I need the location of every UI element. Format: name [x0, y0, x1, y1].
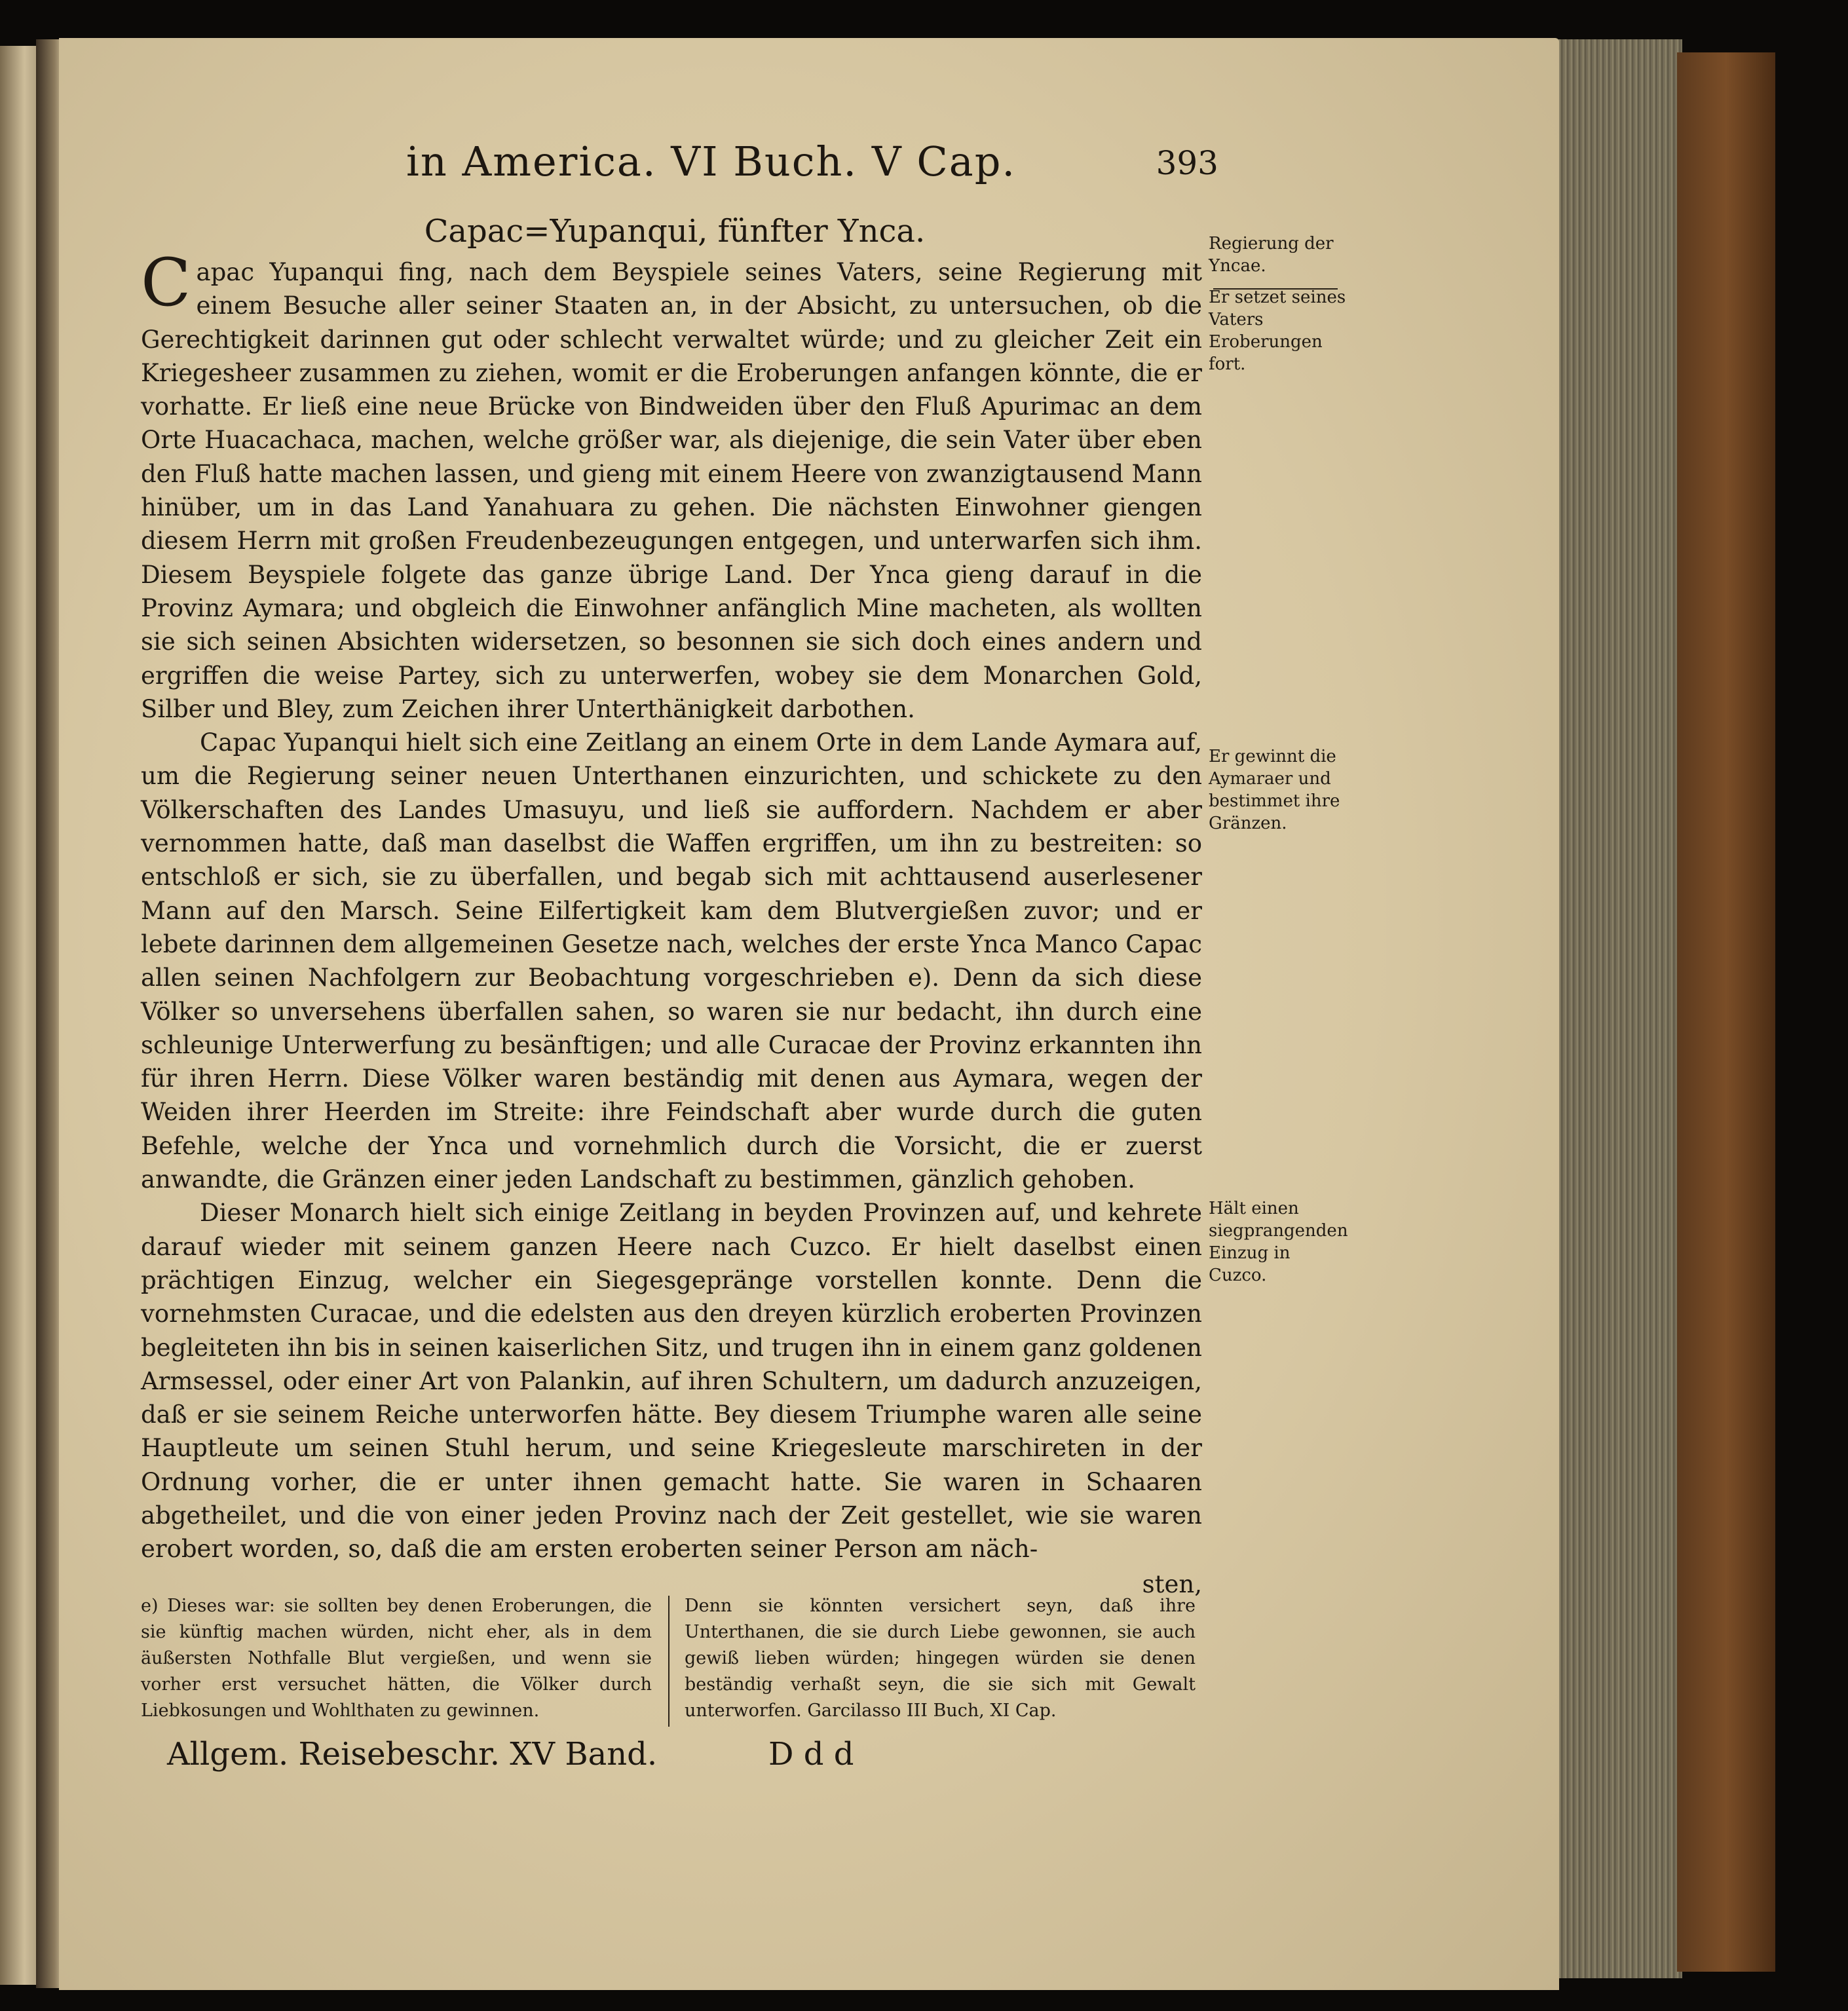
paragraph-1-text: apac Yupanqui fing, nach dem Beyspiele seines Vaters, seine Regierung mit einem Besuche aller seiner Staaten an, in der Absicht, zu untersuchen, ob die Gerechtigkeit darinnen gut oder schlecht verwaltet würde; und zu gleicher Zeit ein Kriegesheer zusammen zu ziehen, womit er die Eroberungen anfangen könnte, die er vorhatte. Er ließ eine neue Brücke von Bindweiden über den Fluß Apurimac an dem Orte Huacachaca, machen, welche größer war, als diejenige, die sein Vater über eben den Fluß hatte machen lassen, und gieng mit einem Heere von zwanzigtausend Mann hinüber, um in das Land Yanahuara zu gehen. Die nächsten Einwohner giengen diesem Herrn mit großen Freudenbezeugungen entgegen, und unterwarfen sich ihm. Diesem Beyspiele folgete das ganze übrige Land. Der Ynca gieng darauf in die Provinz Aymara; und obgleich die Einwohner anfänglich Mine macheten, als wollten sie sich seinen Absichten widersetzen, so besonnen sie sich doch eines andern und ergriffen die weise Partey, sich zu unterwerfen, wobey sie dem Monarchen Gold, Silber und Bley, zum Zeichen ihrer Unterthänigkeit darbothen.: [141, 258, 1202, 723]
margin-note-1-title: Regierung der Yncae.: [1209, 234, 1334, 276]
page-number: 393: [1156, 144, 1218, 182]
previous-page-edge: [0, 46, 41, 1985]
book-cover-edge: [1677, 52, 1775, 1972]
book-gutter: [36, 39, 62, 1988]
footnote-divider: [668, 1596, 669, 1727]
margin-rule: [1213, 288, 1338, 290]
paragraph-1: [141, 244, 1202, 726]
section-title: Capac=Yupanqui, fünfter Ynca.: [424, 213, 926, 250]
footnotes: [141, 1593, 1202, 1744]
main-text: [141, 244, 1202, 1601]
signature-line: [167, 1736, 1019, 1782]
footnote-left: e) Dieses war: sie sollten bey denen Eroberungen, die sie künftig machen würden, nicht eher, als in dem äußersten Nothfalle Blut vergießen, und wenn sie vorher erst versuchet hätten, die Völker durch Liebkosungen und Wohlthaten zu gewinnen.: [141, 1596, 652, 1721]
gathering-mark: D d d: [768, 1736, 854, 1773]
paragraph-2: Capac Yupanqui hielt sich eine Zeitlang an einem Orte in dem Lande Aymara auf, um die Regierung seiner neuen Unterthanen einzurichten, und schickete zu den Völkerschaften des Landes Umasuyu, und ließ sie auffordern. Nachdem er aber vernommen hatte, daß man daselbst die Waffen ergriffen, um ihn zu bestreiten: so entschloß er sich, sie zu überfallen, und begab sich mit achttausend auserlesener Mann auf den Marsch. Seine Eilfertigkeit kam dem Blutvergießen zuvor; und er lebete darinnen dem allgemeinen Gesetze nach, welches der erste Ynca Manco Capac allen seinen Nachfolgern zur Beobachtung vorgeschrieben e). Denn da sich diese Völker so unversehens überfallen sahen, so waren sie nur bedacht, ihn durch eine schleunige Unterwerfung zu besänftigen; und alle Curacae der Provinz erkannten ihn für ihren Herrn. Diese Völker waren beständig mit denen aus Aymara, wegen der Weiden ihrer Heerden im Streite: ihre Feindschaft aber wurde durch die guten Befehle, welche der Ynca und vornehmlich durch die Vorsicht, die er zuerst anwandte, die Gränzen einer jeden Landschaft zu bestimmen, gänzlich gehoben.: [141, 728, 1202, 1194]
footnote-right: Denn sie könnten versichert seyn, daß ihre Unterthanen, die sie durch Liebe gewonnen, sie auch gewiß lieben würden; hingegen würden sie denen beständig verhaßt seyn, die sie sich mit Gewalt unterworfen. Garcilasso III Buch, XI Cap.: [685, 1596, 1196, 1721]
running-head: in America. VI Buch. V Cap.: [406, 138, 1017, 185]
drop-cap: C: [141, 244, 191, 321]
margin-note-1-text: Er setzet seines Vaters Eroberungen fort.: [1209, 288, 1346, 374]
margin-note-2: Er gewinnt die Aymaraer und bestimmet ihre Gränzen.: [1209, 747, 1340, 833]
margin-note-3: Hält einen siegprangenden Einzug in Cuzco.: [1209, 1199, 1348, 1285]
page-header: [406, 138, 1218, 197]
margin-note-1: [1209, 233, 1349, 375]
paragraph-3: Dieser Monarch hielt sich einige Zeitlang in beyden Provinzen auf, und kehrete darauf wieder mit seinem ganzen Heere nach Cuzco. Er hielt daselbst einen prächtigen Einzug, welcher ein Siegesgepränge vorstellen konnte. Denn die vornehmsten Curacae, und die edelsten aus den dreyen kürzlich eroberten Provinzen begleiteten ihn bis in seinen kaiserlichen Sitz, und trugen ihn in einem ganz goldenen Armsessel, oder einer Art von Palankin, auf ihren Schultern, um dadurch anzuzeigen, daß er sie seinem Reiche unterworfen hätte. Bey diesem Triumphe waren alle seine Hauptleute um seinen Stuhl herum, und seine Kriegesleute marschireten in der Ordnung vorher, die er unter ihnen gemacht hatte. Sie waren in Schaaren abgetheilet, und die von einer jeden Provinz nach der Zeit gestellet, wie sie waren erobert worden, so, daß die am ersten eroberten seiner Person am näch-: [141, 1199, 1202, 1564]
catchword: sten,: [1142, 1569, 1202, 1598]
page-stack-edge: [1558, 39, 1682, 1978]
volume-signature: Allgem. Reisebeschr. XV Band.: [167, 1736, 658, 1773]
